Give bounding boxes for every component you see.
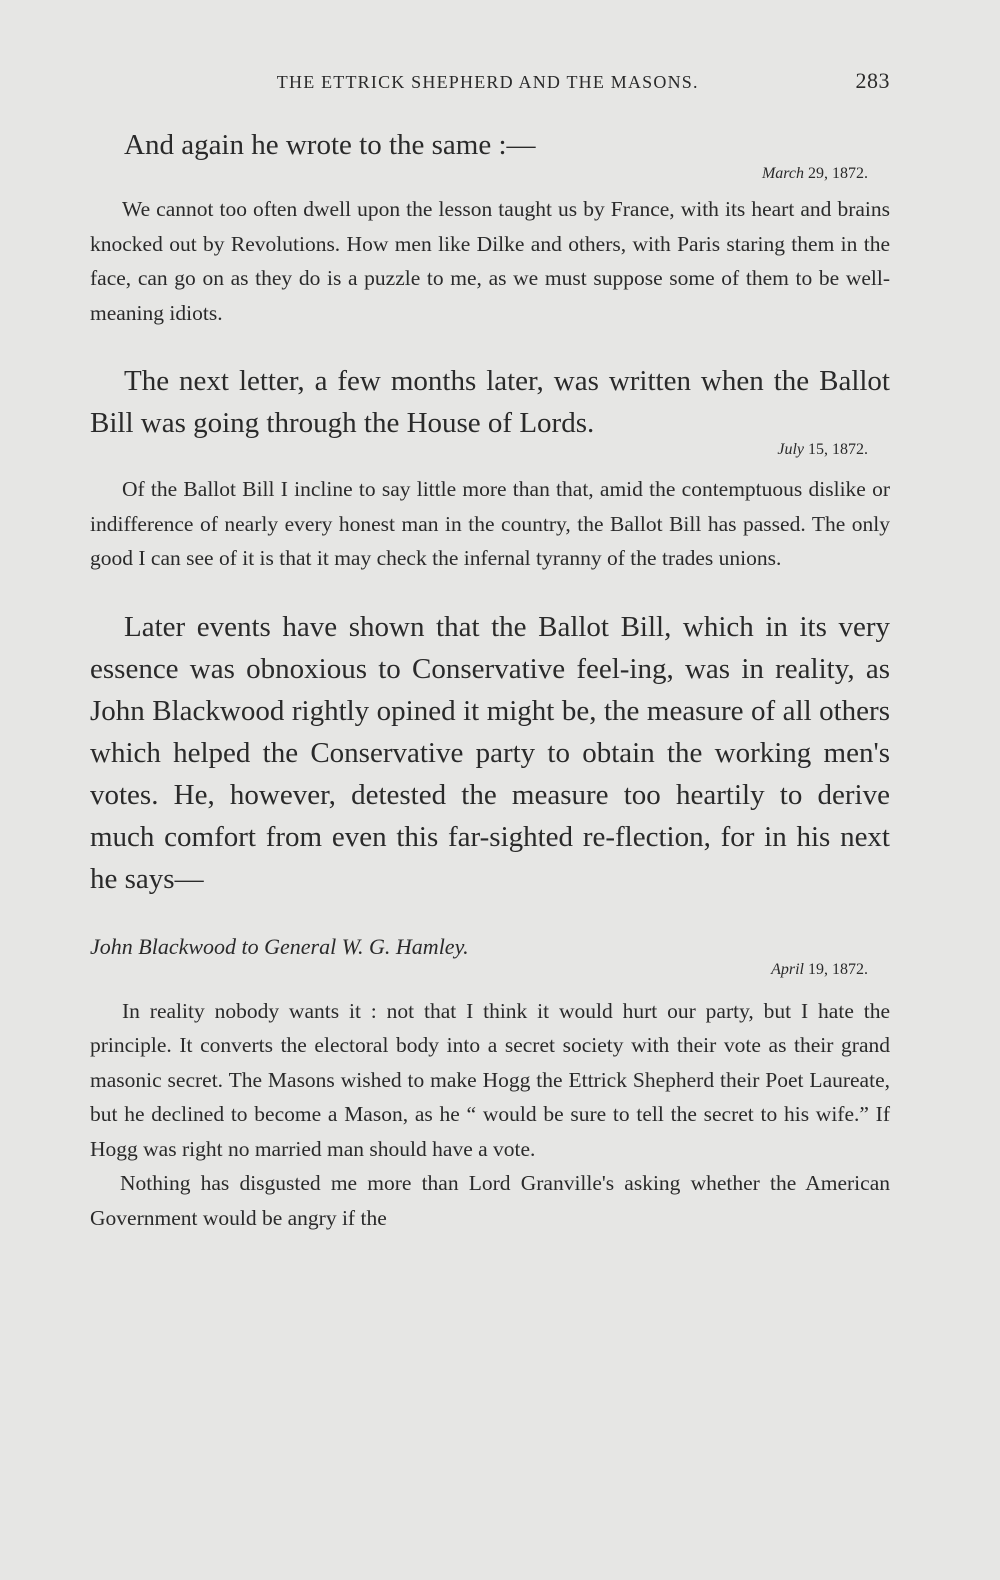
letter-heading: John Blackwood to General W. G. Hamley. [90,933,469,959]
intro-paragraph-2: The next letter, a few months later, was written when the Ballot Bill was going through the House of Lords. [90,365,890,439]
letter-date-3 [90,960,890,980]
letter-paragraph-2: Of the Ballot Bill I incline to say little more than that, amid the contemptuous dislike or indifference of nearly every honest man in the country, the Ballot Bill has passed. The only good I can see of it is that it may check the infernal tyranny of the trades unions. [90,477,890,570]
running-head-title: THE ETTRICK SHEPHERD AND THE MASONS. [276,72,699,92]
running-head [90,68,890,108]
book-page [90,68,890,1558]
date-month: March [761,165,804,182]
date-rest: 15, 1872. [804,441,868,458]
date-rest: 29, 1872. [804,165,868,182]
date-rest: 19, 1872. [804,960,868,978]
intro-paragraph-3: Later events have shown that the Ballot Bill, which in its very essence was obnoxious to Conservative feel-ing, was in reality, as John Blackwood rightly opined it might be, the measure of all others which helped the Conservative party to obtain the working men's votes. He, however, detested the measure too heartily to derive much comfort from even this far-sighted re-flection, for in his next he says— [90,610,890,895]
letter-paragraph-4: Nothing has disgusted me more than Lord Granville's asking whether the American Government would be angry if the [90,1171,890,1230]
intro-paragraph-1: And again he wrote to the same :— [124,129,536,161]
date-month: April [771,960,804,978]
page-number: 283 [855,68,890,93]
date-month: July [777,441,804,458]
letter-date-1 [90,164,890,184]
letter-paragraph-1: We cannot too often dwell upon the lesson taught us by France, with its heart and brains knocked out by Revolutions. How men like Dilke and others, with Paris staring them in the face, can go on as they do is a puzzle to me, as we must suppose some of them to be well-meaning idiots. [90,197,890,325]
letter-paragraph-3: In reality nobody wants it : not that I think it would hurt our party, but I hate the principle. It converts the electoral body into a secret society with their vote as their grand masonic secret. The Masons wished to make Hogg the Ettrick Shepherd their Poet Laureate, but he declined to become a Mason, as he “ would be sure to tell the secret to his wife.” If Hogg was right no married man should have a vote. [90,998,890,1161]
